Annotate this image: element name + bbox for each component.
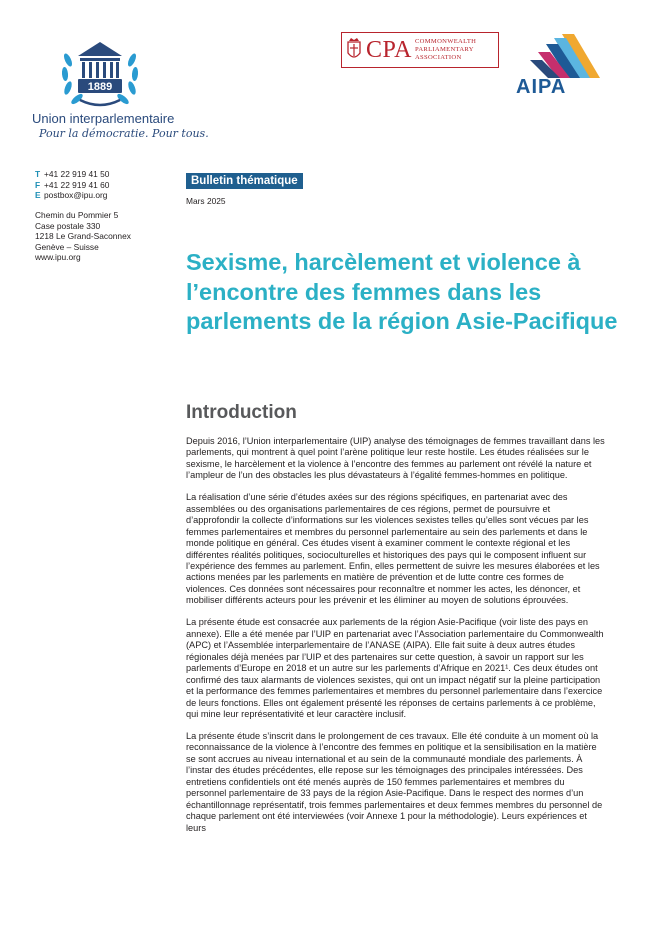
phone-line xyxy=(35,169,109,180)
phone-label: T xyxy=(35,169,41,179)
cpa-full-name xyxy=(415,38,476,62)
cpa-line-2: PARLIAMENTARY xyxy=(414,46,474,53)
ipu-motto: Pour la démocratie. Pour tous. xyxy=(39,127,209,140)
paragraph-1: Depuis 2016, l’Union interparlementaire (UIP) analyse des témoignages de femmes travaillant dans les parlements, qui montrent à quel point l’arène politique leur reste hostile. Les études réalisées sur le sexisme, le harcèlement et la violence à l’encontre des femmes au parlement ont révélé la nature et l’ampleur de l’un des obstacles les plus dévastateurs à l’égalité femmes-hommes en politique. xyxy=(186,436,605,481)
cpa-crest-icon xyxy=(345,37,363,63)
aipa-mark-icon xyxy=(522,32,602,80)
aipa-wordmark: AIPA xyxy=(516,76,567,98)
introduction-heading: Introduction xyxy=(186,402,297,423)
bulletin-type-label: Bulletin thématique xyxy=(186,173,303,189)
address-po-box: Case postale 330 xyxy=(35,220,101,231)
bulletin-date: Mars 2025 xyxy=(186,196,226,206)
fax-number: +41 22 919 41 60 xyxy=(44,179,110,190)
address-city: 1218 Le Grand-Saconnex xyxy=(35,231,131,242)
cpa-line-1: COMMONWEALTH xyxy=(414,38,477,45)
address-country: Genève – Suisse xyxy=(35,241,99,252)
cpa-line-3: ASSOCIATION xyxy=(414,54,462,61)
email-link[interactable]: postbox@ipu.org xyxy=(44,190,108,201)
address-block xyxy=(35,210,131,263)
cpa-logo xyxy=(341,32,499,68)
ipu-name: Union interparlementaire xyxy=(32,111,175,126)
paragraph-3: La présente étude est consacrée aux parlements de la région Asie-Pacifique (voir liste des pays en annexe). Elle a été menée par l’UIP en partenariat avec l’Association parlementaire du Commonwealth (APC) et l’Assemblée interparlementaire de l’ANASE (AIPA). Elle fait suite à deux autres études régionales déjà menées par l’UIP et des partenaires sur cette question, à savoir un rapport sur les parlements d’Europe en 2018 et un autre sur les parlements d’Afrique en 2021¹. Ces deux études ont confirmé des taux alarmants de violences sexistes, qui ont un impact négatif sur la pleine participation et la performance des femmes parlementaires et membres du personnel parlementaire dans l’exercice de leurs fonctions. Elles ont également présenté les réponses de certains parlements à ce problème, qui mine leur représentativité et leur caractère inclusif. xyxy=(186,617,604,719)
address-street: Chemin du Pommier 5 xyxy=(35,210,119,220)
cpa-acronym: CPA xyxy=(366,36,412,63)
paragraph-2: La réalisation d’une série d’études axées sur des régions spécifiques, en partenariat avec des assemblées ou des organisations parlementaires de ces régions, permet de poursuivre et d’approfondir la collecte d’informations sur les violences sexistes telles qu’elles sont vécues par les femmes parlementaires et membres du personnel parlementaire au sein des parlements et dans le monde politique en général. Ces études visent à examiner comment le contexte régional et les différentes réalités politiques, socioculturelles et historiques des pays qui le composent influent sur l’expérience des femmes au parlement. Enfin, elles permettent de suivre les mesures élaborées et les actions menées par les parlements en matière de prévention et de lutte contre ces formes de violences. Ces données sont nécessaires pour reconnaître et nommer les actes, les dénoncer, et mobiliser différents acteurs pour les prévenir et les éliminer au moyen de solutions éprouvées. xyxy=(186,492,600,606)
fax-line xyxy=(35,180,109,191)
email-label: E xyxy=(35,190,41,201)
contact-block xyxy=(35,169,109,201)
website-link[interactable]: www.ipu.org xyxy=(35,252,81,263)
ipu-year: 1889 xyxy=(87,81,113,93)
body-text xyxy=(186,436,606,845)
phone-number: +41 22 919 41 50 xyxy=(44,169,110,179)
email-line xyxy=(35,190,109,201)
fax-label: F xyxy=(35,179,41,190)
document-title: Sexisme, harcèlement et violence à l’encontre des femmes dans les parlements de la région Asie-Pacifique xyxy=(186,249,618,334)
ipu-logo-icon xyxy=(60,30,140,110)
paragraph-4: La présente étude s’inscrit dans le prolongement de ces travaux. Elle été conduite à un moment où la reconnaissance de la violence à l’encontre des femmes en politique et la sensibilisation en la matière se sont accrues au niveau international et au sein de la communauté mondiale des parlements. À l’instar des études précédentes, elle repose sur les témoignages des principales intéressées. Des entretiens confidentiels ont été menés auprès de 150 femmes parlementaires et membres du personnel parlementaire de 33 pays de la région Asie-Pacifique. Dans le respect des normes d’un échantillonnage représentatif, trois femmes parlementaires et deux femmes membres du personnel de chaque parlement ont été interviewées (voir Annexe 1 pour la méthodologie). Leurs expériences et leurs xyxy=(186,730,603,833)
